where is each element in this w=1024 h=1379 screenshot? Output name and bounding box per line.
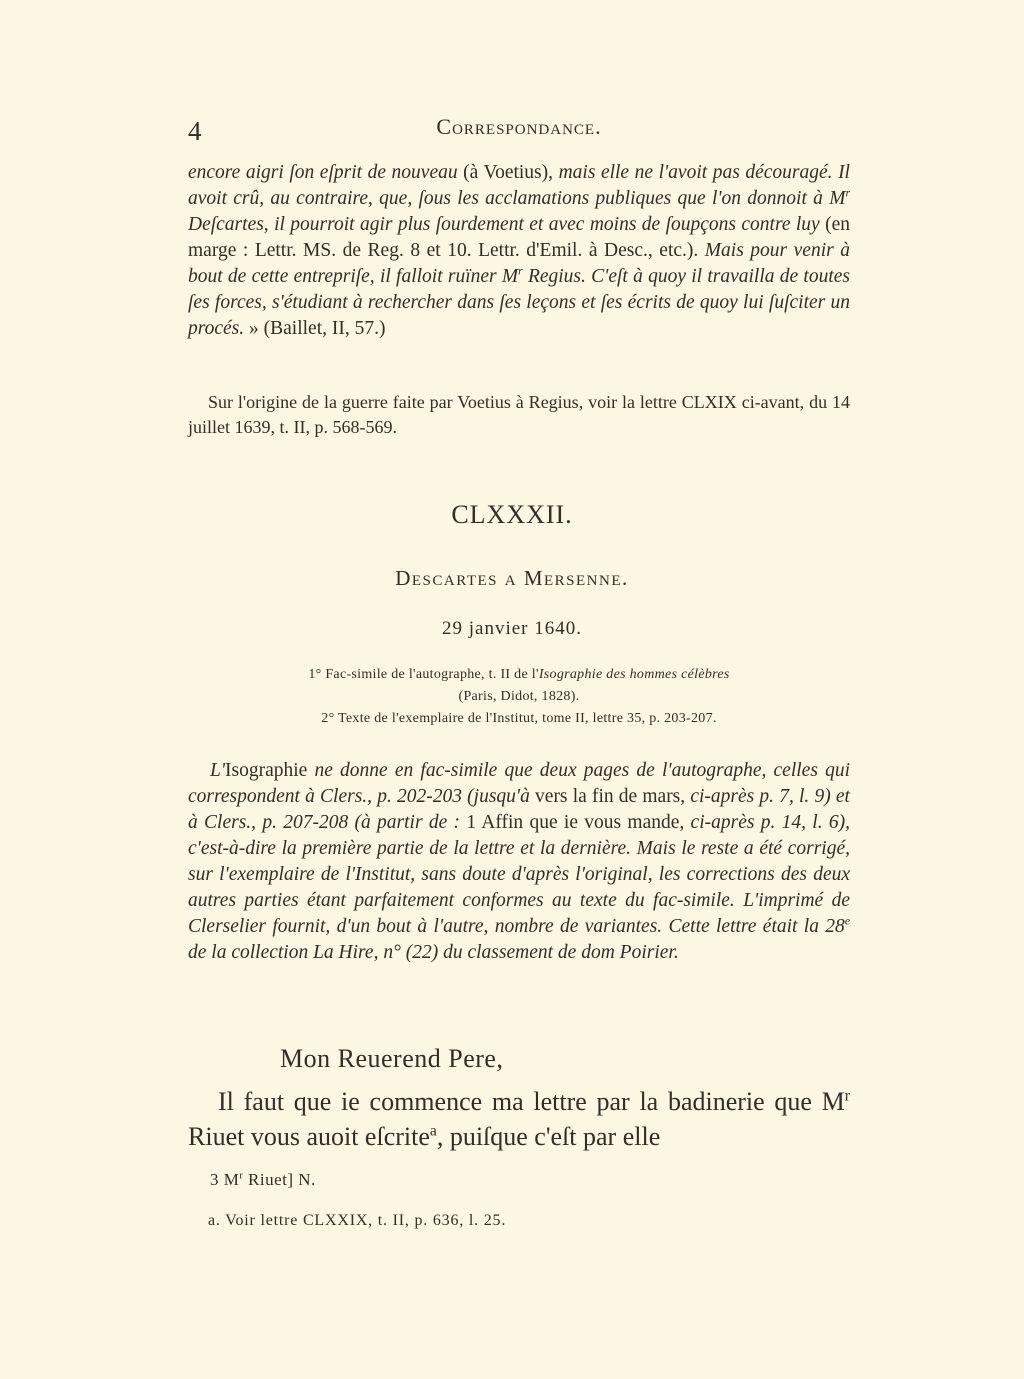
source-item-2: 2° Texte de l'exemplaire de l'Institut, tome II, lettre 35, p. 203-207. — [321, 711, 717, 726]
text-run: Riuet vous auoit eſcrite — [188, 1122, 430, 1151]
text-run: ne donne en fac-simile que deux pages de l'autographe, celles qui correspondent à Clers., p. 202-203 (jusqu'à — [188, 760, 850, 807]
text-run: ci-après p. 14, l. 6), c'est-à-dire la première partie de la lettre et la dernière. Mais le reste a été corrigé, sur l'exemplaire de l'Institut, sans doute d'après l'original, les corrections des deux autres parties étant parfaitement conformes au texte du fac-simile. L'imprimé de Clerselier fournit, d'un bout à l'autre, nombre de variantes. Cette lettre était la 28 — [188, 812, 851, 937]
page-number: 4 — [188, 116, 202, 146]
text-run: Il faut que ie commence ma lettre par la badinerie que M — [218, 1087, 845, 1116]
text-run: ci-après p. 7, l. 9) et à Clers., p. 207-208 (à partir de : — [188, 786, 850, 833]
text-run: mais elle ne l'avoit pas découragé. Il avoit crû, au contraire, que, ſous les acclamations publiques que l'on donnoit à M — [188, 162, 850, 209]
text-run: , puiſque c'eſt par elle — [436, 1122, 661, 1151]
text-run: encore aigri ſon eſprit de nouveau — [188, 162, 458, 183]
source-1-title: Isographie des hommes célèbres — [538, 667, 730, 682]
text-run: de la collection La Hire, n° (22) du classement de dom Poirier. — [188, 942, 679, 963]
footnote: a. Voir lettre CLXXIX, t. II, p. 636, l. 25. — [208, 1212, 507, 1229]
text-run: a — [429, 1122, 437, 1140]
source-item-1 — [188, 664, 850, 708]
text-run: (en marge : Lettr. MS. de Reg. 8 et 10. Lettr. d'Emil. à Desc., etc.). — [188, 214, 850, 261]
text-run: L' — [210, 760, 226, 781]
text-run: vers la fin de mars, — [529, 786, 691, 807]
source-1-suffix: (Paris, Didot, 1828). — [458, 689, 580, 704]
letter-body — [188, 1084, 850, 1154]
letter-date: 29 janvier 1640. — [441, 618, 582, 639]
intro-note — [188, 758, 850, 966]
text-run: (à Voetius), — [457, 162, 559, 183]
text-run: Deſcartes, il pourroit agir plus ſourdement et avec moins de ſoupçons contre luy — [188, 214, 820, 235]
text-run: e — [844, 914, 850, 928]
text-run: Mais pour venir à bout de cette entrepriſe, il falloit ruïner M — [188, 240, 850, 287]
note-paragraph: Sur l'origine de la guerre faite par Voetius à Regius, voir la lettre CLXIX ci-avant, du 14 juillet 1639, t. II, p. 568-569. — [188, 392, 850, 437]
quoted-passage — [188, 160, 850, 342]
intro-paragraph — [188, 758, 850, 966]
text-run: r — [518, 264, 523, 278]
page-header — [188, 114, 850, 148]
variant-suffix: Riuet] N. — [243, 1170, 316, 1189]
variant-prefix: 3 M — [210, 1170, 240, 1189]
editorial-note — [188, 390, 850, 440]
letter-title: Descartes a Mersenne. — [395, 566, 629, 590]
letter-number: CLXXXII. — [451, 500, 573, 529]
sources-list — [188, 664, 850, 730]
text-run: » (Baillet, II, 57.) — [244, 318, 386, 339]
body-paragraph — [188, 1084, 850, 1154]
variant-note — [210, 1170, 316, 1190]
running-head: Correspondance. — [436, 114, 602, 139]
variant-sup: r — [239, 1170, 244, 1182]
text-run: Regius. C'eſt à quoy il travailla de toutes ſes forces, s'étudiant à rechercher dans ſes leçons et ſes écrits de quoy lui ſuſciter un procés. — [188, 266, 850, 339]
text-run: r — [845, 186, 850, 200]
text-run: Isographie — [225, 760, 315, 781]
salutation: Mon Reuerend Pere, — [280, 1044, 504, 1073]
quote-paragraph — [188, 160, 850, 342]
source-1-prefix: 1° Fac-simile de l'autographe, t. II de l' — [308, 667, 539, 682]
text-run: r — [844, 1087, 850, 1105]
text-run: 1 Affin que ie vous mande, — [460, 812, 691, 833]
